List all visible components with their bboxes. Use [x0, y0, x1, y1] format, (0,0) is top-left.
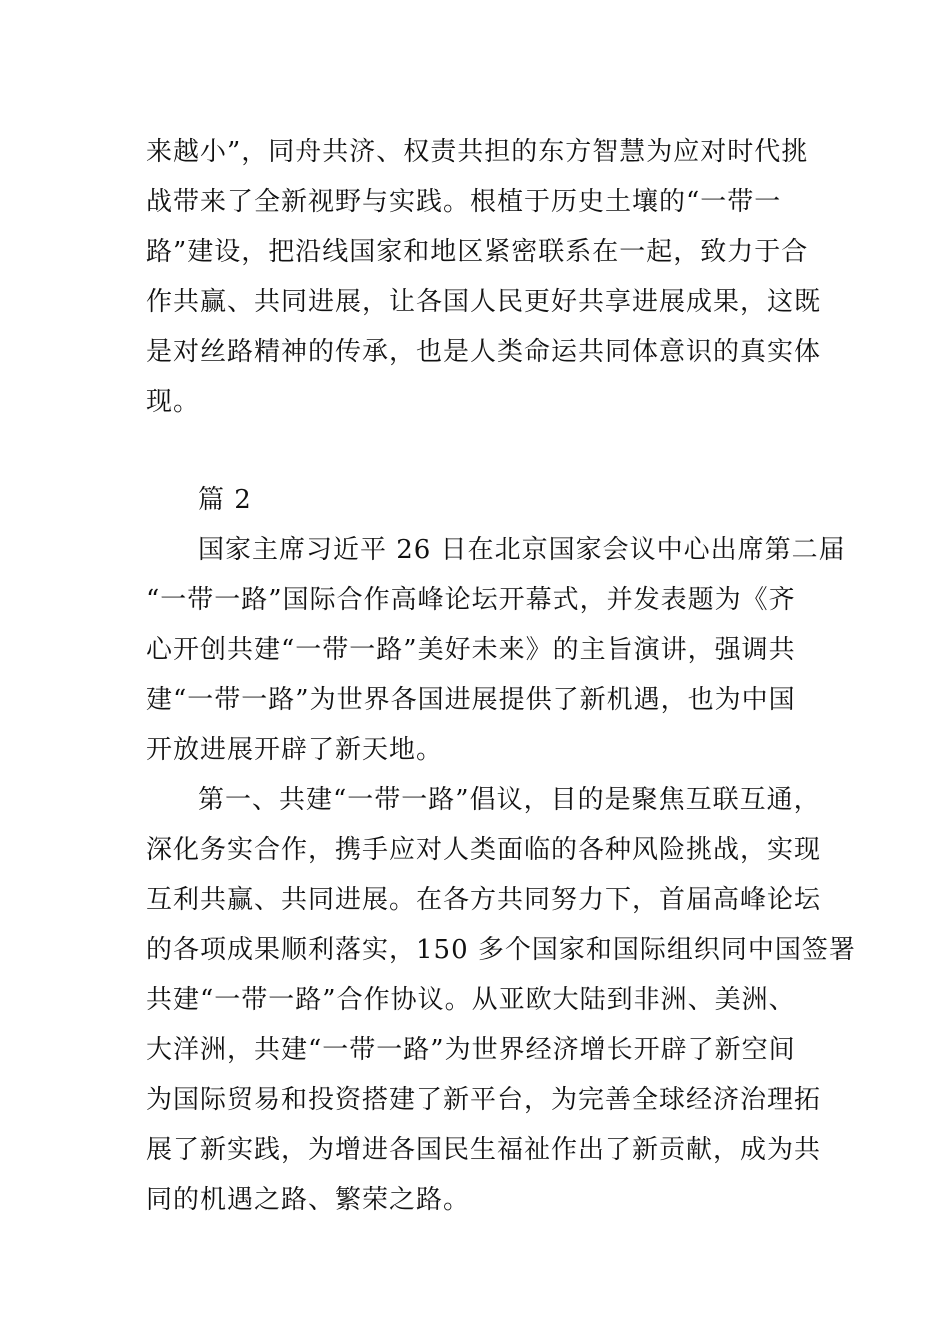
paragraph-2-line: 国家主席习近平 26 日在北京国家会议中心出席第二届 — [198, 535, 846, 565]
section-heading: 篇 2 — [198, 485, 252, 515]
paragraph-1-line: 现。 — [146, 387, 201, 417]
paragraph-3-line: 深化务实合作，携手应对人类面临的各种风险挑战，实现 — [146, 835, 822, 865]
paragraph-1-line: 来越小”，同舟共济、权责共担的东方智慧为应对时代挑 — [146, 137, 809, 167]
paragraph-1-line: 是对丝路精神的传承，也是人类命运共同体意识的真实体 — [146, 337, 822, 367]
paragraph-3-line: 展了新实践，为增进各国民生福祉作出了新贡献，成为共 — [146, 1135, 822, 1165]
paragraph-2-line: 心开创共建“一带一路”美好未来》的主旨演讲，强调共 — [146, 635, 796, 665]
paragraph-3-line: 互利共赢、共同进展。在各方共同努力下，首届高峰论坛 — [146, 885, 822, 915]
paragraph-3-line: 的各项成果顺利落实，150 多个国家和国际组织同中国签署 — [146, 935, 856, 965]
paragraph-3-line: 为国际贸易和投资搭建了新平台，为完善全球经济治理拓 — [146, 1085, 822, 1115]
paragraph-2-line: “一带一路”国际合作高峰论坛开幕式，并发表题为《齐 — [146, 585, 796, 615]
paragraph-3-line: 第一、共建“一带一路”倡议，目的是聚焦互联互通， — [198, 785, 821, 815]
paragraph-3-line: 大洋洲，共建“一带一路”为世界经济增长开辟了新空间 — [146, 1035, 796, 1065]
paragraph-2-line: 开放进展开辟了新天地。 — [146, 735, 444, 765]
paragraph-1-line: 作共赢、共同进展，让各国人民更好共享进展成果，这既 — [146, 287, 822, 317]
paragraph-3-line: 同的机遇之路、繁荣之路。 — [146, 1185, 471, 1215]
paragraph-2-line: 建“一带一路”为世界各国进展提供了新机遇，也为中国 — [146, 685, 796, 715]
paragraph-3-line: 共建“一带一路”合作协议。从亚欧大陆到非洲、美洲、 — [146, 985, 796, 1015]
paragraph-1-line: 战带来了全新视野与实践。根植于历史土壤的“一带一 — [146, 187, 782, 217]
paragraph-1-line: 路”建设，把沿线国家和地区紧密联系在一起，致力于合 — [146, 237, 809, 267]
